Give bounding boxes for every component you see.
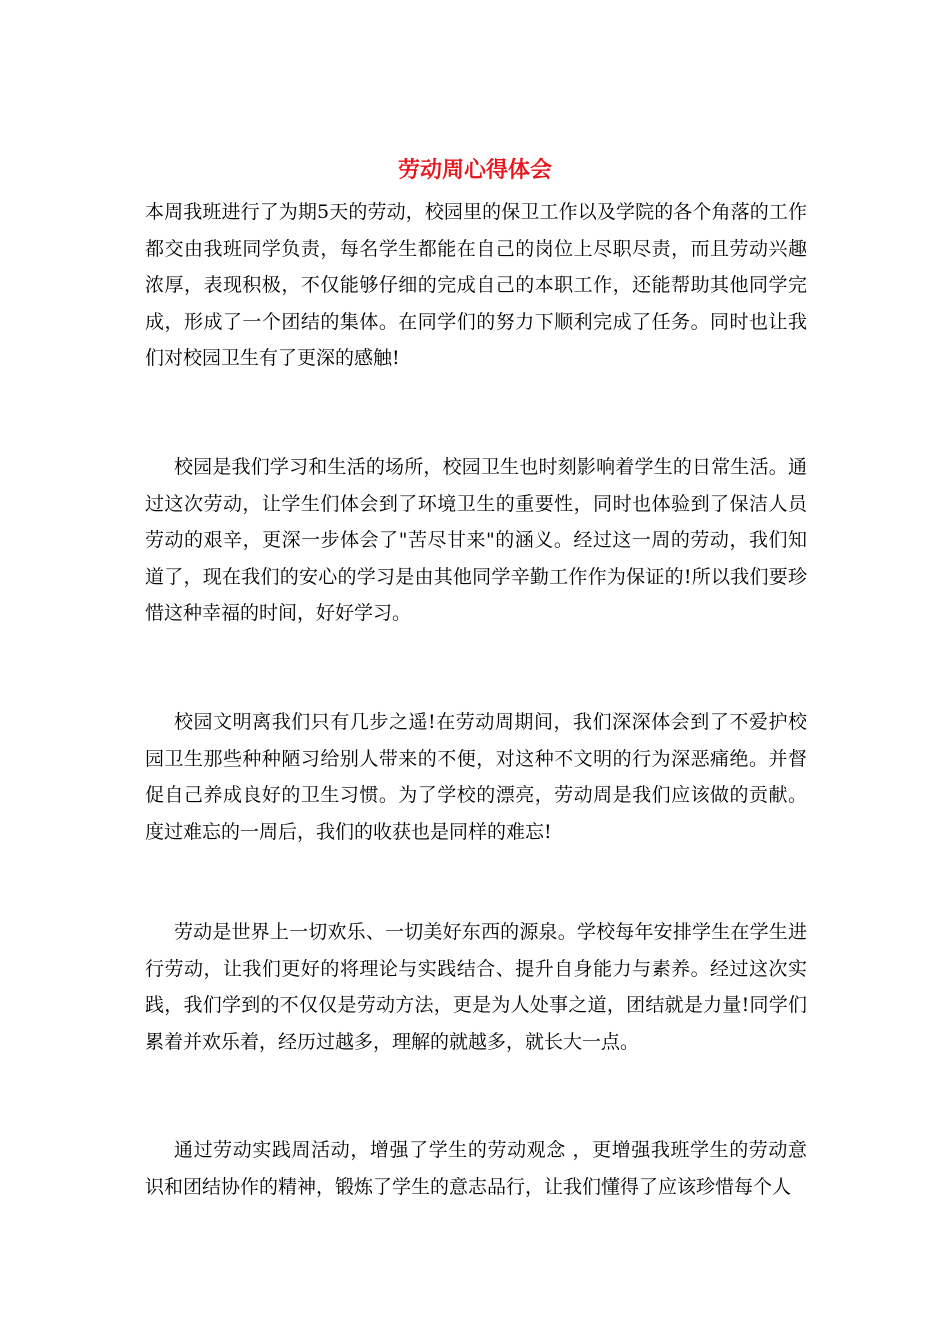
paragraph-3: 校园文明离我们只有几步之遥!在劳动周期间，我们深深体会到了不爱护校园卫生那些种种陋习给别人带来的不便，对这种不文明的行为深恶痛绝。并督促自己养成良好的卫生习惯。为了学校的漂亮，劳动周是我们应该做的贡献。度过难忘的一周后，我们的收获也是同样的难忘! [145, 711, 807, 843]
paragraph-2: 校园是我们学习和生活的场所，校园卫生也时刻影响着学生的日常生活。通过这次劳动，让学生们体会到了环境卫生的重要性，同时也体验到了保洁人员劳动的艰辛，更深一步体会了"苦尽甘来"的涵义。经过这一周的劳动，我们知道了，现在我们的安心的学习是由其他同学辛勤工作作为保证的!所以我们要珍惜这种幸福的时间，好好学习。 [145, 456, 807, 624]
paragraph-5: 通过劳动实践周活动，增强了学生的劳动观念 ，更增强我班学生的劳动意识和团结协作的精神，锻炼了学生的意志品行，让我们懂得了应该珍惜每个人 [145, 1139, 807, 1198]
paragraph-4: 劳动是世界上一切欢乐、一切美好东西的源泉。学校每年安排学生在学生进行劳动，让我们更好的将理论与实践结合、提升自身能力与素养。经过这次实践，我们学到的不仅仅是劳动方法，更是为人处事之道，团结就是力量!同学们累着并欢乐着，经历过越多，理解的就越多，就长大一点。 [145, 921, 807, 1053]
document-title: 劳动周心得体会 [397, 157, 552, 183]
paragraph-1: 本周我班进行了为期5天的劳动，校园里的保卫工作以及学院的各个角落的工作都交由我班同学负责，每名学生都能在自己的岗位上尽职尽责，而且劳动兴趣浓厚，表现积极，不仅能够仔细的完成自己的本职工作，还能帮助其他同学完成，形成了一个团结的集体。在同学们的努力下顺利完成了任务。同时也让我们对校园卫生有了更深的感触! [145, 201, 807, 369]
